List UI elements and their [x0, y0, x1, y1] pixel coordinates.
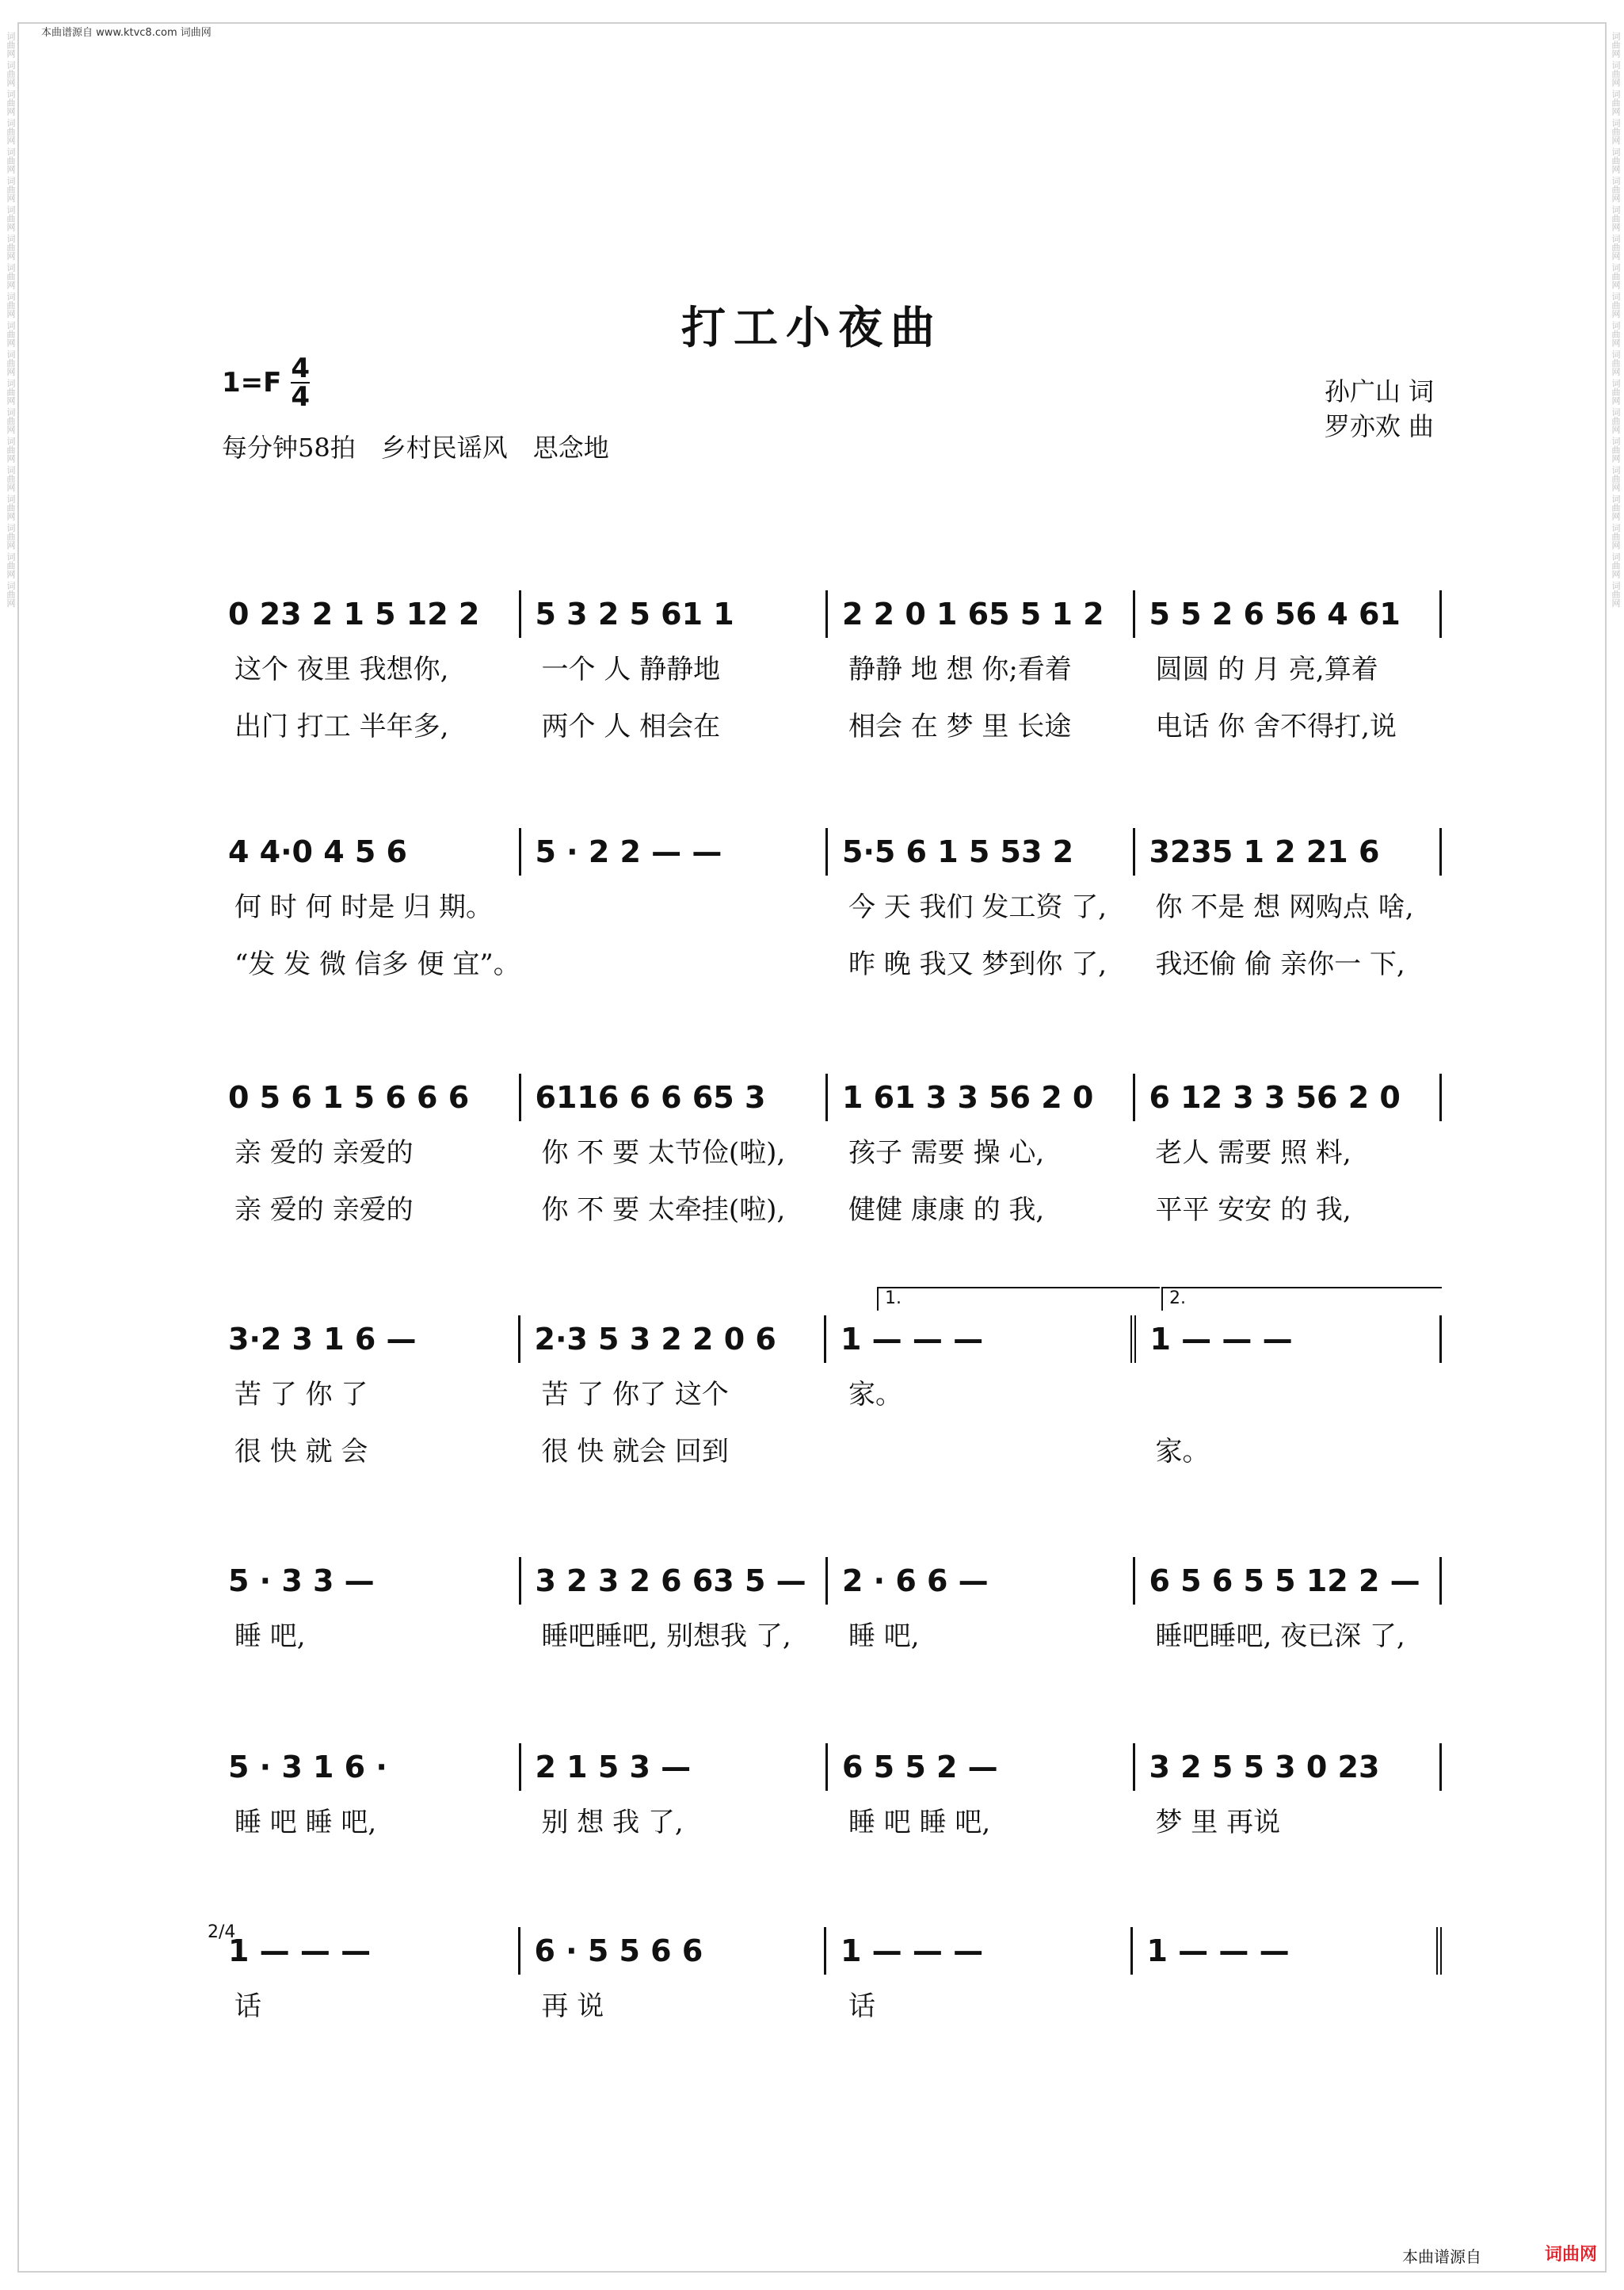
lyric: 一个 人 静静地 — [541, 653, 721, 685]
lyric-line-2 — [214, 933, 1442, 990]
lyric-line-1 — [214, 1791, 1442, 1848]
measure: 2 · 6 6 — — [828, 1557, 1135, 1605]
lyric: 别 想 我 了, — [541, 1806, 684, 1838]
measure: 2 1 5 3 — — [521, 1743, 829, 1791]
lyric: 我还偷 偷 亲你一 下, — [1155, 948, 1405, 980]
lyric-line-1 — [214, 1605, 1442, 1662]
source-note-bottom: 本曲谱源自 — [1402, 2247, 1481, 2266]
measure: 3 2 5 5 3 0 23 — [1135, 1743, 1443, 1791]
measure: 6 5 6 5 5 12 2 — — [1135, 1557, 1443, 1605]
lyric: 你 不 要 太节俭(啦), — [541, 1136, 786, 1169]
measure: 2·3 5 3 2 2 0 6 — [520, 1315, 827, 1363]
measure: 5 · 3 1 6 · — [214, 1743, 521, 1791]
measure: 0 5 6 1 5 6 6 6 — [214, 1074, 521, 1121]
lyric: 何 时 何 时是 归 期。 — [234, 891, 494, 923]
lyric-line-1 — [214, 1363, 1442, 1420]
lyric: 话 — [848, 1990, 875, 2022]
lyric: 很 快 就会 回到 — [541, 1435, 729, 1468]
measure-first-ending: 1 — — — — [826, 1315, 1136, 1363]
lyric: 圆圆 的 月 亮,算着 — [1155, 653, 1378, 685]
lyric: 再 说 — [541, 1990, 604, 2022]
lyricist: 孙广山 词 — [1324, 376, 1434, 406]
time-denominator: 4 — [291, 381, 311, 413]
measure: 4 4·0 4 5 6 — [214, 828, 521, 876]
measure: 5 3 2 5 61 1 — [521, 590, 829, 638]
lyric: 亲 爱的 亲爱的 — [234, 1193, 414, 1226]
system-2 — [214, 828, 1442, 990]
notation-line — [214, 1315, 1442, 1363]
notation-line — [214, 828, 1442, 876]
composer: 罗亦欢 曲 — [1324, 411, 1434, 441]
lyric: 家。 — [1155, 1435, 1210, 1468]
lyric: 睡吧睡吧, 夜已深 了, — [1155, 1620, 1405, 1652]
measure: 5 5 2 6 56 4 61 — [1135, 590, 1443, 638]
measure: 6 5 5 2 — — [828, 1743, 1135, 1791]
measure: 2 2 0 1 65 5 1 2 — [828, 590, 1135, 638]
lyric: 话 — [234, 1990, 261, 2022]
lyric: 相会 在 梦 里 长途 — [848, 710, 1072, 742]
notation-line — [214, 590, 1442, 638]
meter-change-mark: 2/4 — [208, 1922, 236, 1942]
lyric-line-1 — [214, 876, 1442, 933]
measure: 3·2 3 1 6 — — [214, 1315, 520, 1363]
right-watermark-strip: 词曲网 词曲网 词曲网 词曲网 词曲网 词曲网 词曲网 词曲网 词曲网 词曲网 词曲网 词曲网 词曲网 词曲网 词曲网 词曲网 词曲网 词曲网 词曲网 词曲网 — [1611, 32, 1621, 608]
left-watermark-strip: 词曲网 词曲网 词曲网 词曲网 词曲网 词曲网 词曲网 词曲网 词曲网 词曲网 词曲网 词曲网 词曲网 词曲网 词曲网 词曲网 词曲网 词曲网 词曲网 词曲网 — [6, 32, 16, 608]
measure: 6 · 5 5 6 6 — [520, 1927, 827, 1975]
lyric: 孩子 需要 操 心, — [848, 1136, 1045, 1169]
measure: 5 · 3 3 — — [214, 1557, 521, 1605]
measure: 6 12 3 3 56 2 0 — [1135, 1074, 1443, 1121]
lyric: 出门 打工 半年多, — [234, 710, 449, 742]
lyric-line-1 — [214, 1975, 1442, 2032]
lyric: 平平 安安 的 我, — [1155, 1193, 1351, 1226]
measure: 1 61 3 3 56 2 0 — [828, 1074, 1135, 1121]
lyric-line-1 — [214, 1121, 1442, 1178]
site-logo[interactable]: 词曲网 — [1545, 2245, 1598, 2265]
system-1 — [214, 590, 1442, 752]
lyric: 电话 你 舍不得打,说 — [1155, 710, 1397, 742]
song-title: 打工小夜曲 — [681, 302, 943, 354]
lyric: 很 快 就 会 — [234, 1435, 368, 1468]
lyric: 睡 吧 睡 吧, — [234, 1806, 377, 1838]
measure: 1 — — — — [214, 1927, 520, 1975]
lyric-line-2 — [214, 1420, 1442, 1477]
notation-line — [214, 1074, 1442, 1121]
lyric: 两个 人 相会在 — [541, 710, 721, 742]
lyric: 苦 了 你了 这个 — [541, 1378, 729, 1410]
key-signature — [222, 353, 311, 413]
system-5 — [214, 1557, 1442, 1662]
lyric: 昨 晚 我又 梦到你 了, — [848, 948, 1107, 980]
notation-line — [214, 1557, 1442, 1605]
volta-second-ending: 2. — [1161, 1287, 1442, 1311]
lyric: 你 不 要 太牵挂(啦), — [541, 1193, 786, 1226]
system-3 — [214, 1074, 1442, 1235]
measure: 5 · 2 2 — — — [521, 828, 829, 876]
measure: 3 2 3 2 6 63 5 — — [521, 1557, 829, 1605]
lyric: 你 不是 想 网购点 啥, — [1155, 891, 1414, 923]
lyric: 健健 康康 的 我, — [848, 1193, 1045, 1226]
time-numerator: 4 — [291, 353, 311, 384]
lyric: 睡吧睡吧, 别想我 了, — [541, 1620, 791, 1652]
lyric: 静静 地 想 你;看着 — [848, 653, 1072, 685]
measure: 5·5 6 1 5 53 2 — [828, 828, 1135, 876]
source-note-top: 本曲谱源自 www.ktvc8.com 词曲网 — [41, 27, 212, 39]
lyric: 睡 吧, — [234, 1620, 306, 1652]
lyric: “发 发 微 信多 便 宜”。 — [234, 948, 520, 980]
lyric-line-2 — [214, 695, 1442, 752]
lyric: 睡 吧 睡 吧, — [848, 1806, 991, 1838]
lyric: 梦 里 再说 — [1155, 1806, 1281, 1838]
notation-line — [214, 1743, 1442, 1791]
lyric: 家。 — [848, 1378, 902, 1410]
lyric-line-2 — [214, 1178, 1442, 1235]
credits — [1325, 374, 1434, 444]
system-7 — [208, 1922, 1442, 2032]
lyric: 睡 吧, — [848, 1620, 920, 1652]
key-label: 1=F — [222, 367, 282, 399]
lyric-line-1 — [214, 638, 1442, 695]
time-signature — [291, 353, 311, 413]
measure: 1 — — — — [826, 1927, 1133, 1975]
measure-second-ending: 1 — — — — [1136, 1315, 1443, 1363]
notation-line — [214, 1927, 1442, 1975]
lyric: 老人 需要 照 料, — [1155, 1136, 1351, 1169]
system-6 — [214, 1743, 1442, 1848]
lyric: 亲 爱的 亲爱的 — [234, 1136, 414, 1169]
measure: 6116 6 6 65 3 — [521, 1074, 829, 1121]
lyric: 苦 了 你 了 — [234, 1378, 368, 1410]
measure-final: 1 — — — — [1133, 1927, 1443, 1975]
lyric: 今 天 我们 发工资 了, — [848, 891, 1107, 923]
volta-first-ending: 1. — [877, 1287, 1160, 1311]
measure: 0 23 2 1 5 12 2 — [214, 590, 521, 638]
tempo-marking: 每分钟58拍 乡村民谣风 思念地 — [222, 433, 609, 463]
lyric: 这个 夜里 我想你, — [234, 653, 449, 685]
system-4 — [214, 1288, 1442, 1477]
measure: 3235 1 2 21 6 — [1135, 828, 1443, 876]
